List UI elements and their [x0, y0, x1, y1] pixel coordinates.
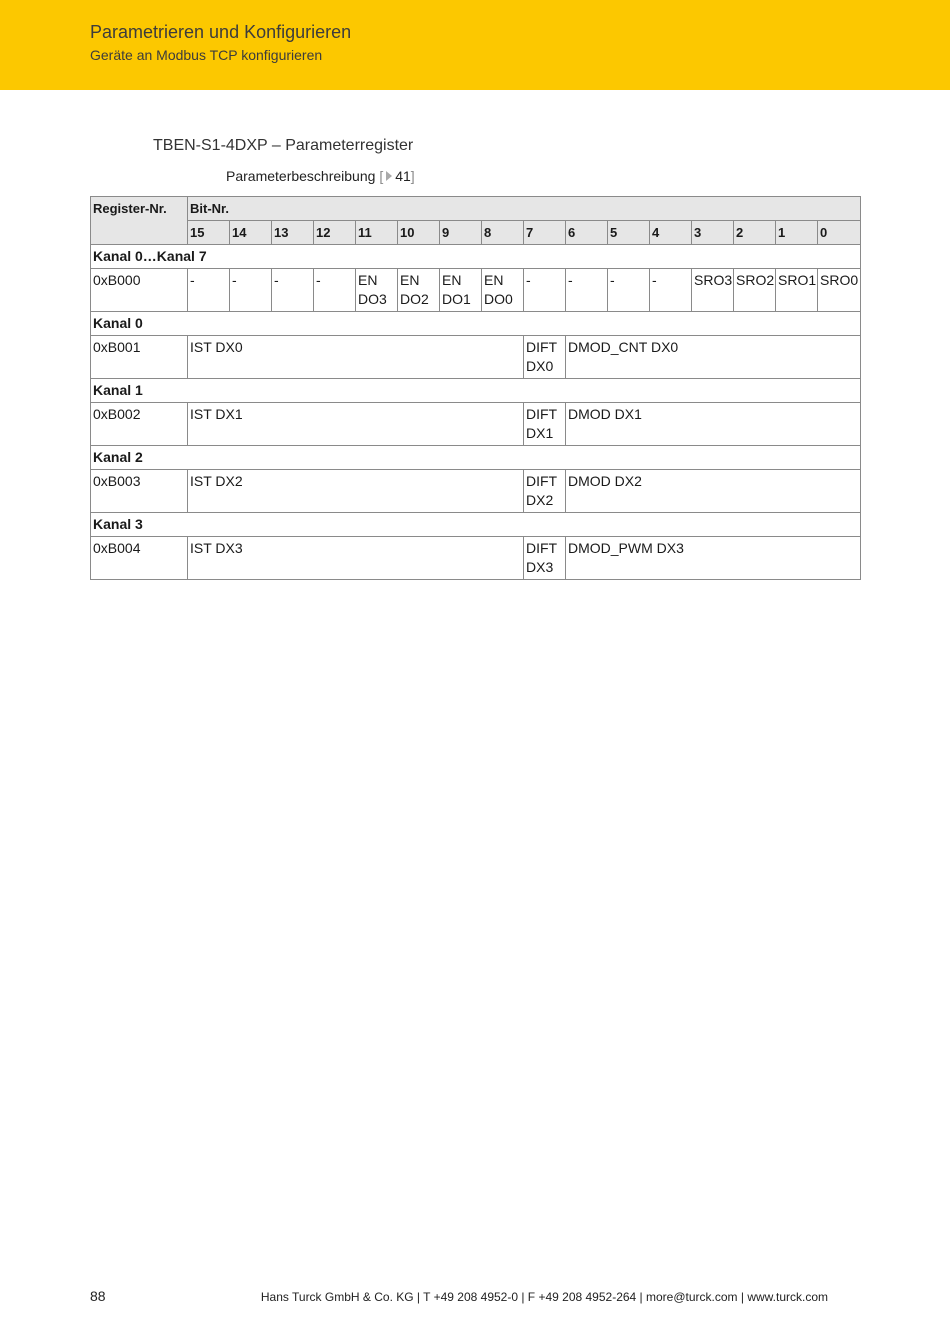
bit-header-0: 0 [818, 221, 861, 245]
table-row-channel-3 [91, 537, 861, 580]
ist-cell: IST DX1 [188, 403, 524, 446]
table-row-channel-1 [91, 403, 861, 446]
parameter-description-link[interactable] [226, 168, 415, 184]
page-number: 88 [90, 1288, 106, 1304]
section-title: TBEN-S1-4DXP – Parameterregister [153, 137, 414, 154]
dmod-cell: DMOD DX1 [566, 403, 861, 446]
bit-header-4: 4 [650, 221, 692, 245]
crossref-page: 41 [395, 168, 411, 184]
bit-cell-1: SRO1 [776, 269, 818, 312]
header-bit-nr: Bit-Nr. [188, 197, 861, 221]
ist-cell: IST DX0 [188, 336, 524, 379]
bit-number-row [91, 221, 861, 245]
chapter-title: Parametrieren und Konfigurieren [90, 22, 352, 42]
register-cell: 0xB004 [91, 537, 188, 580]
chapter-subtitle: Geräte an Modbus TCP konfigurieren [90, 47, 323, 63]
dmod-cell: DMOD_CNT DX0 [566, 336, 861, 379]
bit-cell-8: EN DO0 [482, 269, 524, 312]
header-band [0, 0, 950, 90]
group-label: Kanal 2 [91, 446, 861, 470]
crossref-open-bracket: [ [379, 168, 384, 184]
dift-cell: DIFT DX1 [524, 403, 566, 446]
register-cell: 0xB001 [91, 336, 188, 379]
register-cell: 0xB002 [91, 403, 188, 446]
parameter-register-table [90, 196, 861, 580]
register-cell: 0xB003 [91, 470, 188, 513]
header-register-nr: Register-Nr. [91, 197, 188, 245]
bit-cell-13: - [272, 269, 314, 312]
bit-header-11: 11 [356, 221, 398, 245]
bit-header-12: 12 [314, 221, 356, 245]
bit-cell-12: - [314, 269, 356, 312]
bit-header-14: 14 [230, 221, 272, 245]
table-header-row [91, 197, 861, 221]
bit-cell-14: - [230, 269, 272, 312]
bit-cell-6: - [566, 269, 608, 312]
group-row-channel-3 [91, 513, 861, 537]
bit-header-2: 2 [734, 221, 776, 245]
group-row-channel-0 [91, 312, 861, 336]
bit-cell-3: SRO3 [692, 269, 734, 312]
bit-cell-10: EN DO2 [398, 269, 440, 312]
bit-cell-9: EN DO1 [440, 269, 482, 312]
ist-cell: IST DX3 [188, 537, 524, 580]
bit-header-9: 9 [440, 221, 482, 245]
group-label: Kanal 3 [91, 513, 861, 537]
bit-header-13: 13 [272, 221, 314, 245]
register-cell: 0xB000 [91, 269, 188, 312]
bit-cell-4: - [650, 269, 692, 312]
bit-cell-15: - [188, 269, 230, 312]
group-label: Kanal 0 [91, 312, 861, 336]
bit-header-1: 1 [776, 221, 818, 245]
crossref-close-bracket: ] [410, 168, 415, 184]
table-row-channel-2 [91, 470, 861, 513]
group-label: Kanal 1 [91, 379, 861, 403]
bit-cell-2: SRO2 [734, 269, 776, 312]
company-info: Hans Turck GmbH & Co. KG | T +49 208 4952-0 | F +49 208 4952-264 | more@turck.com | www.turck.com [260, 1290, 828, 1304]
group-row-channel-2 [91, 446, 861, 470]
bit-header-15: 15 [188, 221, 230, 245]
dift-cell: DIFT DX2 [524, 470, 566, 513]
dmod-cell: DMOD_PWM DX3 [566, 537, 861, 580]
bit-cell-0: SRO0 [818, 269, 861, 312]
dmod-cell: DMOD DX2 [566, 470, 861, 513]
bit-header-8: 8 [482, 221, 524, 245]
bit-header-10: 10 [398, 221, 440, 245]
bit-cell-7: - [524, 269, 566, 312]
triangle-right-icon [386, 171, 392, 181]
table-row-channel-0 [91, 336, 861, 379]
bit-header-3: 3 [692, 221, 734, 245]
bit-cell-11: EN DO3 [356, 269, 398, 312]
table-row-0xb000 [91, 269, 861, 312]
group-label: Kanal 0…Kanal 7 [91, 245, 861, 269]
bit-header-5: 5 [608, 221, 650, 245]
dift-cell: DIFT DX0 [524, 336, 566, 379]
ist-cell: IST DX2 [188, 470, 524, 513]
bit-header-7: 7 [524, 221, 566, 245]
group-row-all-channels [91, 245, 861, 269]
dift-cell: DIFT DX3 [524, 537, 566, 580]
crossref-label: Parameterbeschreibung [226, 168, 376, 184]
bit-cell-5: - [608, 269, 650, 312]
bit-header-6: 6 [566, 221, 608, 245]
group-row-channel-1 [91, 379, 861, 403]
